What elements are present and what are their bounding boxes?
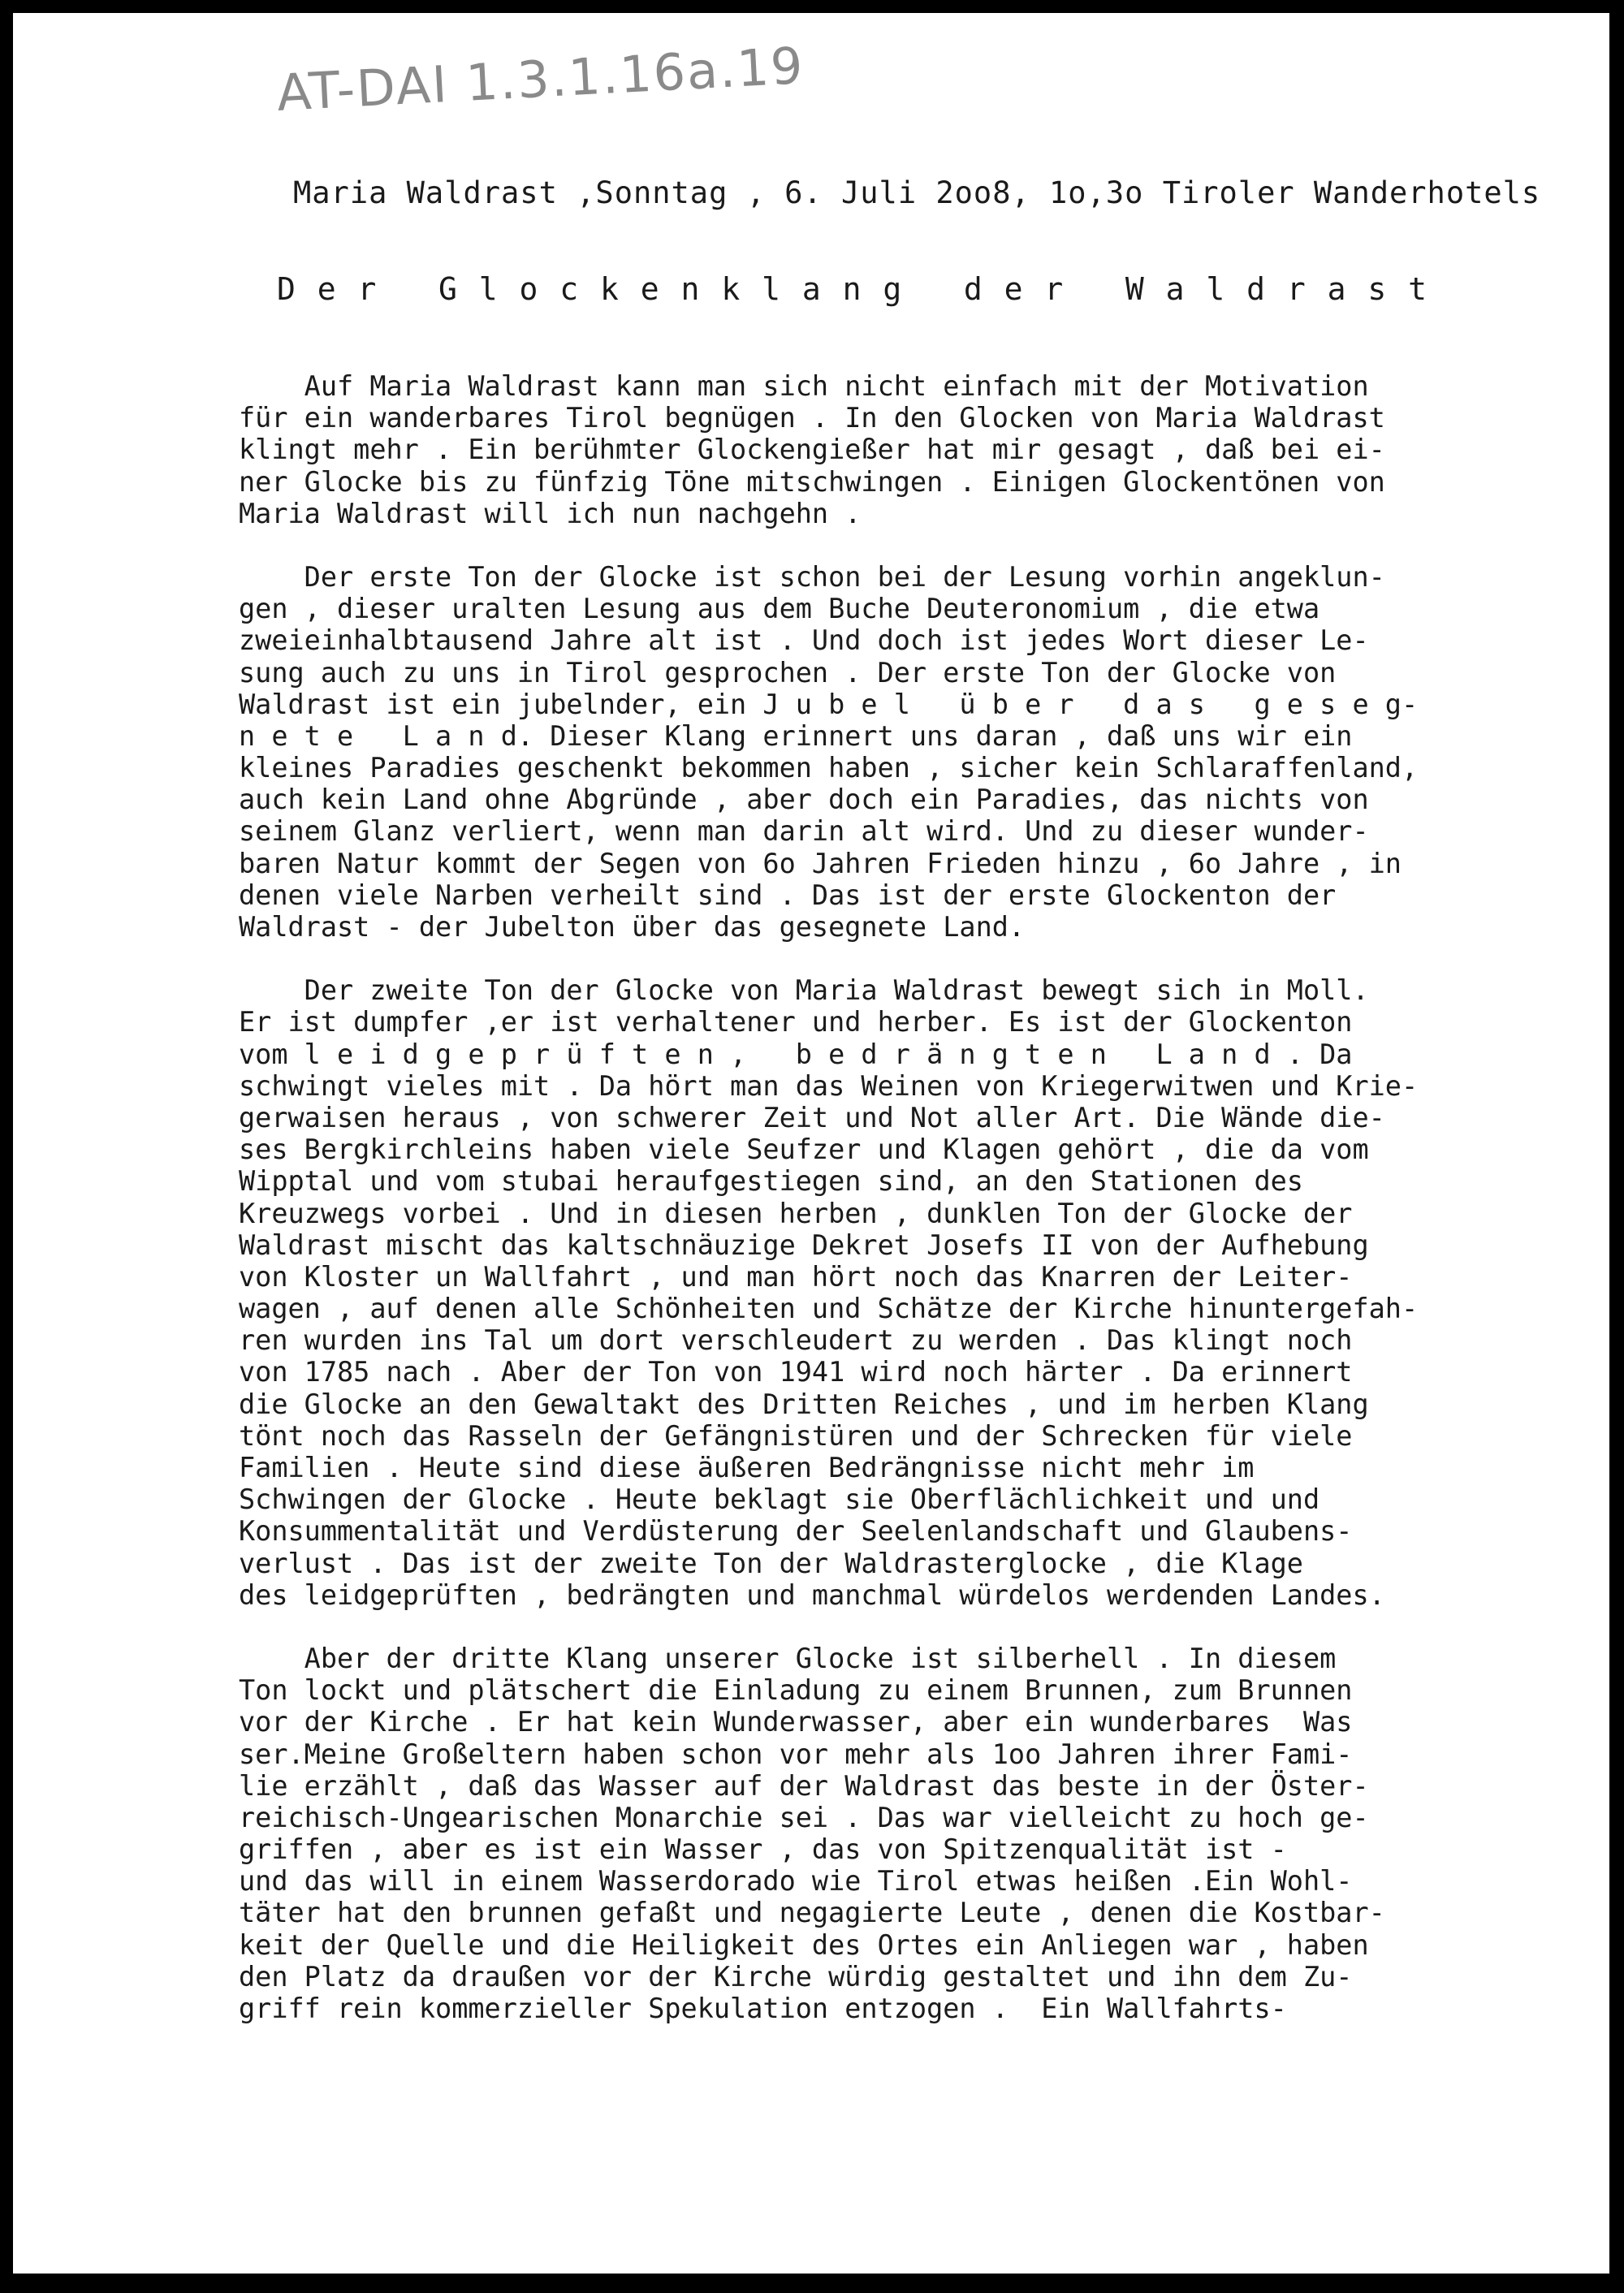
- text-line: von Kloster un Wallfahrt , und man hört noch das Knarren der Leiter-: [239, 1260, 1353, 1293]
- text-line: ner Glocke bis zu fünfzig Töne mitschwingen . Einigen Glockentönen von: [239, 465, 1385, 498]
- text-line: n e t e L a n d. Dieser Klang erinnert uns daran , daß uns wir ein: [239, 719, 1353, 752]
- text-line: täter hat den brunnen gefaßt und negagierte Leute , denen die Kostbar-: [239, 1897, 1385, 1929]
- text-line: schwingt vieles mit . Da hört man das Weinen von Kriegerwitwen und Krie-: [239, 1069, 1419, 1102]
- header-line: Maria Waldrast ,Sonntag , 6. Juli 2oo8, 1o,3o Tiroler Wanderhotels: [293, 175, 1541, 210]
- text-line: Ton lockt und plätschert die Einladung zu einem Brunnen, zum Brunnen: [239, 1674, 1353, 1707]
- text-line: Schwingen der Glocke . Heute beklagt sie Oberflächlichkeit und und: [239, 1483, 1320, 1516]
- document-body: [239, 370, 1603, 2056]
- text-line: zweieinhalbtausend Jahre alt ist . Und doch ist jedes Wort dieser Le-: [239, 624, 1369, 657]
- text-line: des leidgeprüften , bedrängten und manchmal würdelos werdenden Landes.: [239, 1578, 1385, 1611]
- text-line: Wipptal und vom stubai heraufgestiegen sind, an den Stationen des: [239, 1165, 1303, 1198]
- text-line: Er ist dumpfer ,er ist verhaltener und herber. Es ist der Glockenton: [239, 1006, 1353, 1039]
- text-line: ren wurden ins Tal um dort verschleudert zu werden . Das klingt noch: [239, 1324, 1353, 1357]
- text-line: Auf Maria Waldrast kann man sich nicht einfach mit der Motivation: [239, 370, 1369, 402]
- archive-signature: AT-DAI 1.3.1.16a.19: [275, 36, 806, 123]
- text-line: keit der Quelle und die Heiligkeit des Ortes ein Anliegen war , haben: [239, 1928, 1369, 1961]
- text-line: den Platz da draußen vor der Kirche würdig gestaltet und ihn dem Zu-: [239, 1960, 1353, 1993]
- text-line: reichisch-Ungearischen Monarchie sei . Das war vielleicht zu hoch ge-: [239, 1801, 1369, 1833]
- text-line: denen viele Narben verheilt sind . Das ist der erste Glockenton der: [239, 879, 1337, 911]
- text-line: von 1785 nach . Aber der Ton von 1941 wird noch härter . Da erinnert: [239, 1356, 1353, 1388]
- document-page: [13, 13, 1609, 2274]
- text-line: ses Bergkirchleins haben viele Seufzer und Klagen gehört , die da vom: [239, 1134, 1369, 1166]
- document-title: D e r G l o c k e n k l a n g d e r W a l d r a s t: [277, 271, 1429, 307]
- text-line: Der erste Ton der Glocke ist schon bei der Lesung vorhin angeklun-: [239, 560, 1385, 593]
- text-line: vor der Kirche . Er hat kein Wunderwasser, aber ein wunderbares Was: [239, 1706, 1353, 1738]
- text-line: ser.Meine Großeltern haben schon vor mehr als 1oo Jahren ihrer Fami-: [239, 1738, 1353, 1770]
- text-line: griff rein kommerzieller Spekulation entzogen . Ein Wallfahrts-: [239, 1993, 1287, 2024]
- text-line: Waldrast - der Jubelton über das gesegnete Land.: [239, 911, 1026, 943]
- text-line: gerwaisen heraus , von schwerer Zeit und Not aller Art. Die Wände die-: [239, 1101, 1385, 1134]
- text-line: Der zweite Ton der Glocke von Maria Waldrast bewegt sich in Moll.: [239, 974, 1369, 1007]
- text-line: die Glocke an den Gewaltakt des Dritten Reiches , und im herben Klang: [239, 1388, 1369, 1420]
- text-line: tönt noch das Rasseln der Gefängnistüren und der Schrecken für viele: [239, 1419, 1353, 1452]
- text-line: sung auch zu uns in Tirol gesprochen . Der erste Ton der Glocke von: [239, 656, 1337, 689]
- text-line: Konsummentalität und Verdüsterung der Seelenlandschaft und Glaubens-: [239, 1515, 1353, 1548]
- text-line: für ein wanderbares Tirol begnügen . In den Glocken von Maria Waldrast: [239, 402, 1385, 434]
- paragraph-3: [239, 974, 1603, 1611]
- paragraph-1: [239, 370, 1603, 529]
- text-line: und das will in einem Wasserdorado wie Tirol etwas heißen .Ein Wohl-: [239, 1865, 1353, 1898]
- text-line: Kreuzwegs vorbei . Und in diesen herben , dunklen Ton der Glocke der: [239, 1197, 1353, 1229]
- text-line: vom l e i d g e p r ü f t e n , b e d r ä n g t e n L a n d . Da: [239, 1038, 1353, 1070]
- text-line: Waldrast mischt das kaltschnäuzige Dekret Josefs II von der Aufhebung: [239, 1229, 1369, 1261]
- text-line: lie erzählt , daß das Wasser auf der Waldrast das beste in der Öster-: [239, 1769, 1369, 1802]
- text-line: Waldrast ist ein jubelnder, ein J u b e l ü b e r d a s g e s e g-: [239, 688, 1419, 720]
- text-line: wagen , auf denen alle Schönheiten und Schätze der Kirche hinuntergefah-: [239, 1293, 1419, 1325]
- paragraph-2: [239, 561, 1603, 943]
- text-line: klingt mehr . Ein berühmter Glockengießer hat mir gesagt , daß bei ei-: [239, 434, 1385, 466]
- text-line: verlust . Das ist der zweite Ton der Waldrasterglocke , die Klage: [239, 1547, 1303, 1579]
- text-line: griffen , aber es ist ein Wasser , das von Spitzenqualität ist -: [239, 1833, 1287, 1866]
- text-line: Familien . Heute sind diese äußeren Bedrängnisse nicht mehr im: [239, 1452, 1255, 1483]
- text-line: gen , dieser uralten Lesung aus dem Buche Deuteronomium , die etwa: [239, 593, 1320, 625]
- text-line: auch kein Land ohne Abgründe , aber doch ein Paradies, das nichts von: [239, 784, 1369, 816]
- text-line: Aber der dritte Klang unserer Glocke ist silberhell . In diesem: [239, 1642, 1337, 1674]
- paragraph-4: [239, 1643, 1603, 2024]
- text-line: seinem Glanz verliert, wenn man darin alt wird. Und zu dieser wunder-: [239, 815, 1369, 848]
- text-line: Maria Waldrast will ich nun nachgehn .: [239, 497, 862, 529]
- text-line: kleines Paradies geschenkt bekommen haben , sicher kein Schlaraffenland,: [239, 752, 1419, 784]
- text-line: baren Natur kommt der Segen von 6o Jahren Frieden hinzu , 6o Jahre , in: [239, 847, 1402, 879]
